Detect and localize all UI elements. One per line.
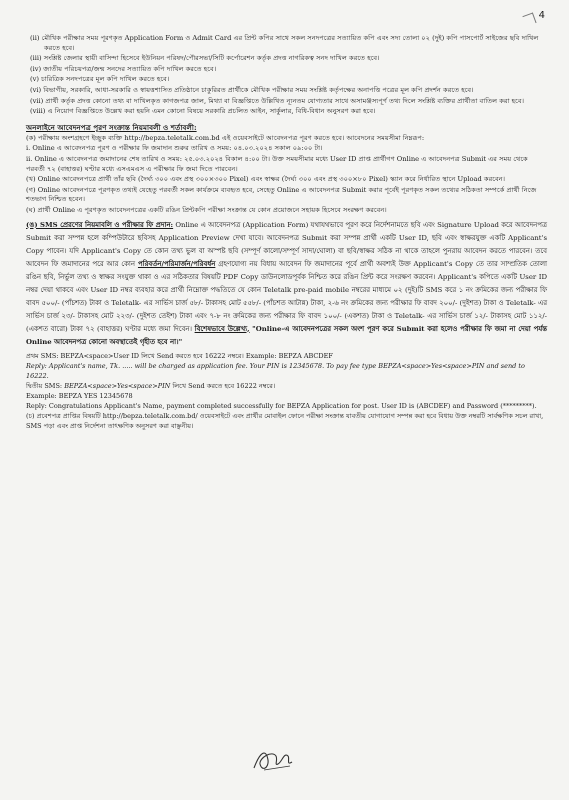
page-number: 4 [538,10,545,21]
online-para: ii. Online এ আবেদনপত্র জমাদানের শেষ তারিখ ও সময়: ২৫.০৩.২০২৪ বিকাল ৪:০০ টা। উক্ত সময়সীমার মধ্যে User ID প্রাপ্ত প্রার্থীগণ Online এ আবেদনপত্র Submit এর সময় থেকে পরবর্তী ৭২ (বাহাত্তর) ঘণ্টার মধ্যে এসএমএস এ পরীক্ষার ফি জমা দিতে পারবেন। [26,154,528,173]
online-para: (ঘ) প্রার্থী Online এ পূরণকৃত আবেদনপত্রের একটি রঙিন প্রিন্টকপি পরীক্ষা সংক্রান্ত যে কোন প্রয়োজনে সহায়ক হিসেবে সংরক্ষণ করবেন। [26,205,387,214]
signature-icon [250,742,298,776]
second-sms: দ্বিতীয় SMS: BEPZA<space>Yes<space>PIN লিখে Send করতে হবে 16222 নম্বরে। [26,381,276,390]
first-sms: প্রথম SMS: BEPZA<space>User ID লিখে Send করতে হবে 16222 নম্বরে। Example: BEPZA ABCDEF [26,351,333,360]
online-para: (খ) Online আবেদনপত্রে প্রার্থী তাঁর ছবি (দৈর্ঘ্য ৩০০ এবং প্রস্থ ৩০০×৩০০ Pixel) এবং স্বাক্ষর (দৈর্ঘ্য ৩০০ এবং প্রস্থ ৩০০×৮০ Pixel) স্ক্যান করে নির্ধারিত স্থানে Upload করবেন। [26,175,506,184]
list-item: (ii) মৌখিক পরীক্ষার সময় পূরণকৃত Application Form ও Admit Card এর প্রিন্ট কপির সাথে সকল সনদপত্রের সত্যায়িত কপি এবং সদ্য তোলা ০২ (দুই) কপি পাসপোর্ট সাইজের ছবি দাখিল করতে হবে। [30,34,539,52]
reply-1: Reply: Applicant's name, Tk. ..... will be charged as application fee. Your PIN is 12345678. To pay fee type BEPZA<space>Yes<space>PIN and send to 16222. [26,361,525,380]
reply-2: Reply: Congratulations Applicant's Name, payment completed successfully for BEPZA Application for post. User ID is (ABCDEF) and Password (*********). [26,401,537,410]
closing-para: (চ) প্রবেশপত্র প্রাপ্তির বিষয়টি http://bepza.teletalk.com.bd/ ওয়েবসাইটে এবং প্রার্থীর মোবাইল ফোনে পরীক্ষা সংক্রান্ত যাবতীয় যোগাযোগ সম্পন্ন করা হবে বিধায় উক্ত নম্বরটি সার্বক্ষণিক সচল রাখা, SMS পড়া এবং প্রাপ্ত নির্দেশনা তাৎক্ষণিক অনুসরণ করা বাঞ্ছনীয়। [26,411,544,430]
list-item: (vi) বিভাগীয়, সরকারি, আধা-সরকারি ও স্বায়ত্তশাসিত প্রতিষ্ঠানে চাকুরিরত প্রার্থীকে মৌখিক পরীক্ষার সময় সংশ্লিষ্ট কর্তৃপক্ষের অনাপত্তি পত্রের মূল কপি প্রদর্শন করতে হবে। [30,85,474,94]
example-2: Example: BEPZA YES 12345678 [26,391,133,400]
sms-body-1: Online এ আবেদনপত্র (Application Form) যথাযথভাবে পূরণ করে নির্দেশনামতে ছবি এবং Signature Upload করে আবেদনপত্র Submit করা সম্পন্ন হলে কম্পিউটারে ছবিসহ Application Preview দেখা যাবে। আবেদনপত্র Submit করা সম্পন্ন প্রার্থী একটি User ID, ছবি এবং স্বাক্ষরযুক্ত একটি Applicant's Copy পাবেন। যদি Applicant's Copy তে কোন তথ্য ভুল বা অস্পষ্ট ছবি (সম্পূর্ণ কালো/সম্পূর্ণ সাদা/ঘোলা) বা ছবি/স্বাক্ষর সঠিক না থাকে তাহলে পুনরায় আবেদন করতে পারবেন। তবে আবেদন ফি জমাদানের পরে আর কোন [26,220,547,268]
list-item: (iii) সংশ্লিষ্ট জেলার স্থায়ী বাসিন্দা হিসেবে ইউনিয়ন পরিষদ/পৌরসভা/সিটি কর্পোরেশন কর্তৃক প্রদত্ত নাগরিকত্ব সনদ দাখিল করতে হবে। [30,54,380,63]
list-item: (v) চারিত্রিক সনদপত্রের মূল কপি দাখিল করতে হবে। [30,75,170,84]
sms-section-title: (ঙ) SMS প্রেরণের নিয়মাবলি ও পরীক্ষার ফি প্রদান: [26,220,174,229]
sms-highlight: পরিবর্তন/পরিমার্জন/পরিবর্ধন [137,259,216,268]
corner-mark [522,12,536,26]
list-item: (iv) জাতীয় পরিচয়পত্র/জন্ম সনদের সত্যায়িত কপি দাখিল করতে হবে। [30,64,217,73]
special-label: বিশেষভাবে উল্লেখ্য, [194,324,250,333]
online-section-title: অনলাইনে আবেদনপত্র পূরণ সংক্রান্ত নিয়মাবলী ও শর্তাবলী: [26,122,197,132]
requirements-list [26,34,547,117]
sms-section [26,219,547,349]
list-item: (vii) প্রার্থী কর্তৃক প্রদত্ত কোনো তথ্য বা দাখিলকৃত কাগজপত্র জাল, মিথ্যা বা বিজ্ঞপ্তিতে উল্লিখিত ন্যূনতম যোগ্যতার সাথে অসামঞ্জস্যপূর্ণ তথ্য দিলে সংশ্লিষ্ট ব্যক্তির প্রার্থীতা বাতিল করা হবে। [30,96,524,105]
online-para: i. Online এ আবেদনপত্র পূরণ ও পরীক্ষার ফি জমাদান শুরুর তারিখ ও সময়: ০৪.০৩.২০২৪ সকাল ০৯:০০ টা। [26,144,323,153]
online-para: (ক) পরীক্ষায় অংশগ্রহণে ইচ্ছুক ব্যক্তি http://bepza.teletalk.com.bd এই ওয়েবসাইটে আবেদনপত্র পূরণ করতে হবে। আবেদনের সময়সীমা নিম্নরূপ: [26,133,425,142]
special-text: "Online-এ আবেদনপত্রের সকল অংশ পূরণ করে Submit করা হলেও পরীক্ষার ফি জমা না দেয়া পর্যন্ত Online আবেদনপত্র কোনো অবস্থাতেই গৃহীত হবে না।" [26,324,547,346]
list-item: (viii) এ নিয়োগ বিজ্ঞপ্তিতে উল্লেখ করা হয়নি এমন কোনো বিষয়ে সরকারি প্রচলিত আইন, সার্কুলার, বিধি-বিধান অনুসরণ করা হবে। [30,107,376,116]
sms-body-2: গ্রহণযোগ্য নয় বিধায় আবেদন ফি জমাদানের পূর্বে প্রার্থী অবশ্যই উক্ত Applicant's Copy তে তার সাম্প্রতিক তোলা রঙিন ছবি, নির্ভুল তথ্য ও স্বাক্ষর সংযুক্ত থাকা ও এর সঠিকতার বিষয়টি PDF Copy ডাউনলোডপূর্বক নিশ্চিত করে রঙিন প্রিন্ট করে সংরক্ষণ করবেন। Applicant's কপিতে একটি User ID নম্বর দেয়া থাকবে এবং User ID নম্বর ব্যবহার করে প্রার্থী নিম্নোক্ত পদ্ধতিতে যে কোন Teletalk pre-paid mobile নম্বরের মাধ্যমে ০২ (দুই)টি SMS করে ১ নং ক্রমিকের জন্য পরীক্ষার ফি বাবদ ৫০০/- (পাঁচশত) টাকা ও Teletalk- এর সার্ভিস চার্জ ৫৮/- টাকাসহ মোট ৫৫৮/- (পাঁচশত আটান্ন) টাকা, ২-৬ নং ক্রমিকের জন্য পরীক্ষার ফি বাবদ ২০০/- (দুইশত) টাকা ও Teletalk- এর সার্ভিস চার্জ ২৩/- টাকাসহ মোট ২২৩/- (দুইশত তেইশ) টাকা এবং ৭-৮ নং ক্রমিকের জন্য পরীক্ষার ফি বাবদ ১০০/- (একশত) টাকা ও Teletalk- এর সার্ভিস চার্জ ১২/- টাকাসহ মোট ১১২/- (একশত বারো) টাকা ৭২ (বাহাত্তর) ঘণ্টার মধ্যে জমা দিবেন। [26,259,547,333]
online-para: (গ) Online আবেদনপত্রে পূরণকৃত তথ্যই যেহেতু পরবর্তী সকল কার্যক্রমে ব্যবহৃত হবে, সেহেতু Online এ আবেদনপত্র Submit করার পূর্বেই পূরণকৃত সকল তথ্যের সঠিকতা সম্পর্কে প্রার্থী নিজে শতভাগ নিশ্চিত হবেন। [26,185,537,204]
